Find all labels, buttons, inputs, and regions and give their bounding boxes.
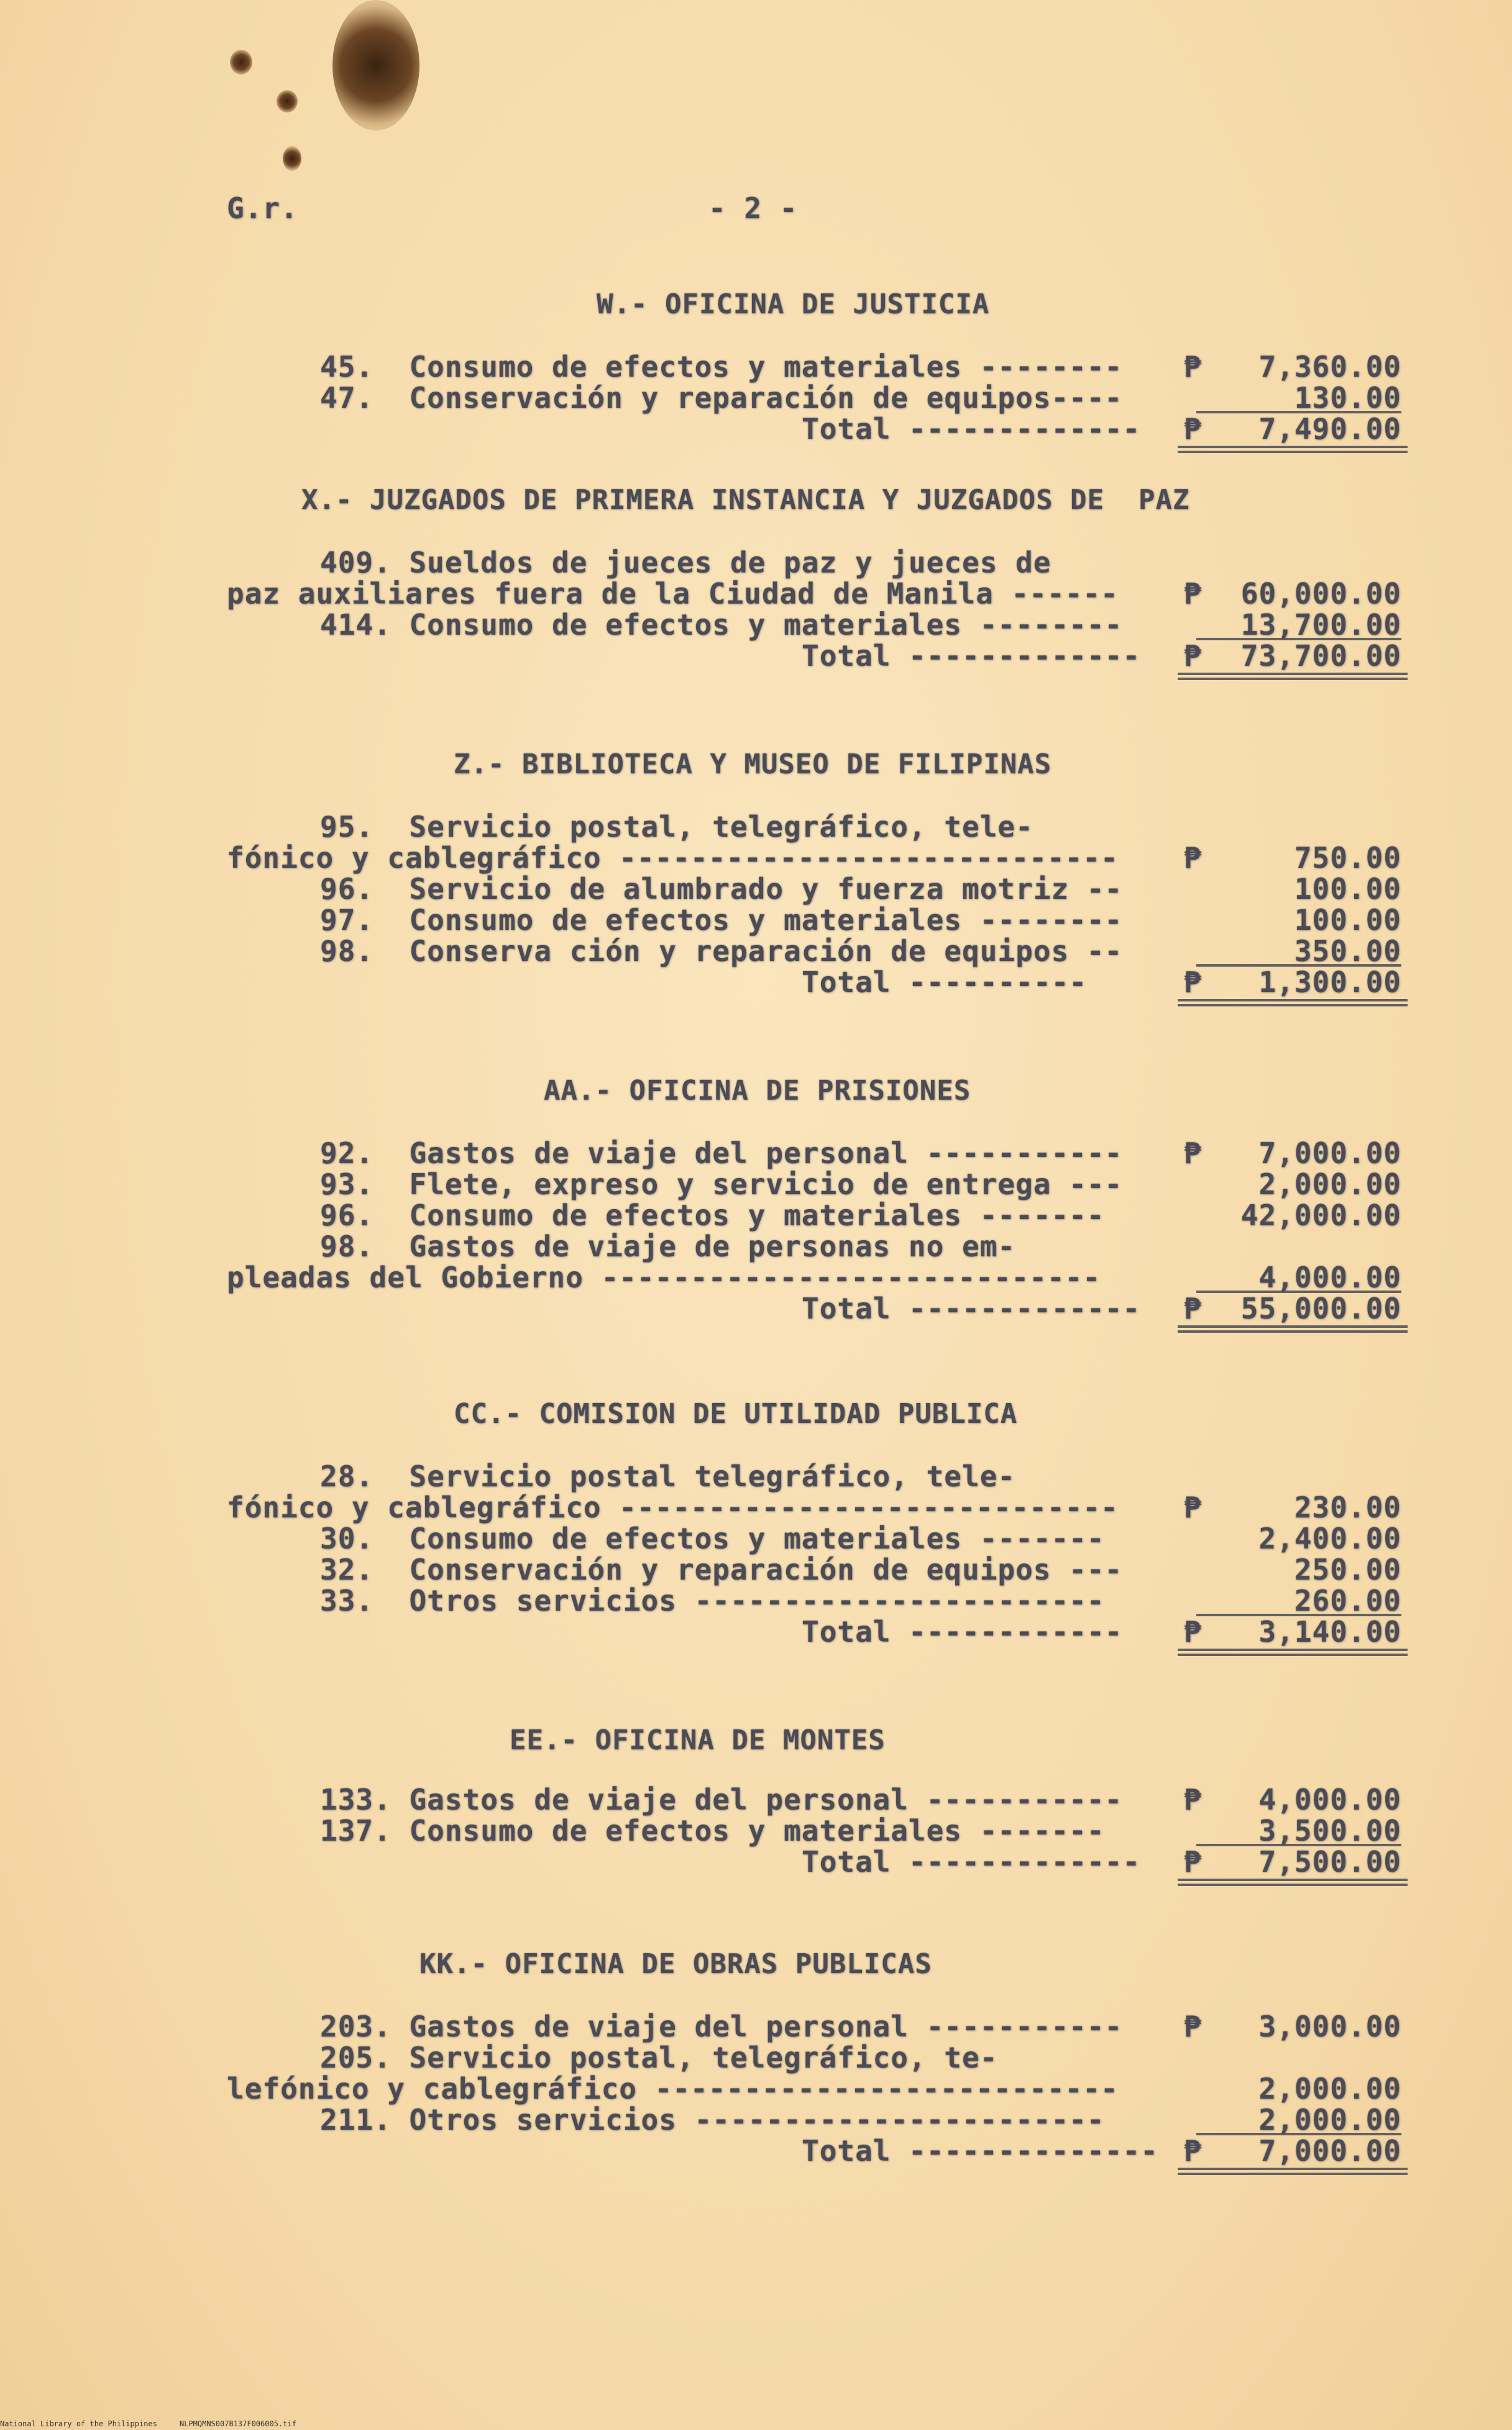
ink-stain <box>332 0 419 131</box>
line-item-text: 30. Consumo de efectos y materiales ------- <box>320 1522 1105 1555</box>
section-total: 3,140.00 <box>1258 1615 1401 1649</box>
line-item-amount: 4,000.00 <box>1258 1783 1401 1816</box>
line-item-text: 205. Servicio postal, telegráfico, te- <box>320 2041 998 2074</box>
total-peso-sign: ₱ <box>1184 2134 1202 2168</box>
peso-sign: ₱ <box>1184 577 1202 610</box>
peso-sign: ₱ <box>1184 350 1202 384</box>
line-item-text: 32. Conservación y reparación de equipos --- <box>320 1553 1123 1586</box>
section-heading: Z.- BIBLIOTECA Y MUSEO DE FILIPINAS <box>454 748 1052 780</box>
line-item-amount: 2,000.00 <box>1258 2103 1401 2137</box>
section-heading: EE.- OFICINA DE MONTES <box>510 1724 886 1756</box>
total-label: Total -------------- <box>802 2134 1158 2168</box>
line-item-text: 92. Gastos de viaje del personal ----------- <box>320 1136 1123 1170</box>
line-item-amount: 130.00 <box>1294 381 1401 415</box>
line-item-amount: 3,000.00 <box>1258 2010 1401 2043</box>
line-item-text: 203. Gastos de viaje del personal ----------- <box>320 2010 1123 2043</box>
line-item-amount: 2,000.00 <box>1258 2072 1401 2106</box>
total-peso-sign: ₱ <box>1184 965 1202 999</box>
line-item-text: 409. Sueldos de jueces de paz y jueces de <box>320 546 1052 579</box>
total-double-underline <box>1178 446 1408 448</box>
section-heading: CC.- COMISION DE UTILIDAD PUBLICA <box>454 1398 1018 1430</box>
total-peso-sign: ₱ <box>1184 1845 1202 1879</box>
line-item-amount: 13,700.00 <box>1240 608 1401 642</box>
line-item-amount: 60,000.00 <box>1240 577 1401 610</box>
line-item-text: 96. Consumo de efectos y materiales ------- <box>320 1199 1105 1232</box>
section-total: 7,500.00 <box>1258 1845 1401 1879</box>
ink-spot <box>277 90 298 113</box>
section-heading: KK.- OFICINA DE OBRAS PUBLICAS <box>419 1948 932 1980</box>
total-double-underline <box>1178 2168 1408 2170</box>
total-double-underline <box>1178 1884 1408 1886</box>
total-double-underline <box>1178 678 1408 680</box>
line-item-text: paz auxiliares fuera de la Ciudad de Manila ------ <box>227 577 1119 610</box>
line-item-amount: 260.00 <box>1294 1584 1401 1618</box>
total-label: Total ------------- <box>802 412 1141 446</box>
line-item-text: 45. Consumo de efectos y materiales -------- <box>320 350 1123 384</box>
total-double-underline <box>1178 451 1408 453</box>
line-item-amount: 750.00 <box>1294 841 1401 875</box>
total-double-underline <box>1178 1330 1408 1333</box>
peso-sign: ₱ <box>1184 2010 1202 2043</box>
section-total: 7,000.00 <box>1258 2134 1401 2168</box>
section-total: 55,000.00 <box>1240 1292 1401 1325</box>
line-item-text: 97. Consumo de efectos y materiales -------- <box>320 903 1123 937</box>
total-double-underline <box>1178 2173 1408 2175</box>
line-item-text: 98. Gastos de viaje de personas no em- <box>320 1230 1016 1263</box>
total-peso-sign: ₱ <box>1184 412 1202 446</box>
line-item-text: 133. Gastos de viaje del personal ----------- <box>320 1783 1123 1816</box>
total-peso-sign: ₱ <box>1184 639 1202 673</box>
line-item-amount: 100.00 <box>1294 903 1401 937</box>
total-label: Total ------------ <box>802 1615 1123 1649</box>
line-item-amount: 230.00 <box>1294 1491 1401 1524</box>
ink-spot <box>283 146 301 171</box>
total-double-underline <box>1178 1654 1408 1656</box>
line-item-text: lefónico y cablegráfico -------------------------- <box>227 2072 1119 2106</box>
total-peso-sign: ₱ <box>1184 1615 1202 1649</box>
line-item-text: 96. Servicio de alumbrado y fuerza motriz -- <box>320 872 1123 906</box>
section-heading: W.- OFICINA DE JUSTICIA <box>597 288 990 320</box>
peso-sign: ₱ <box>1184 841 1202 875</box>
ink-spot <box>230 50 252 75</box>
line-item-text: 28. Servicio postal telegráfico, tele- <box>320 1460 1016 1493</box>
total-label: Total ---------- <box>802 965 1088 999</box>
line-item-text: pleadas del Gobierno ---------------------------- <box>227 1261 1101 1294</box>
line-item-text: 211. Otros servicios ----------------------- <box>320 2103 1105 2137</box>
line-item-amount: 100.00 <box>1294 872 1401 906</box>
section-total: 1,300.00 <box>1258 965 1401 999</box>
line-item-amount: 350.00 <box>1294 934 1401 968</box>
line-item-amount: 2,400.00 <box>1258 1522 1401 1555</box>
line-item-amount: 42,000.00 <box>1240 1199 1401 1232</box>
line-item-text: 98. Conserva ción y reparación de equipos -- <box>320 934 1123 968</box>
line-item-amount: 7,360.00 <box>1258 350 1401 384</box>
line-item-text: 95. Servicio postal, telegráfico, tele- <box>320 810 1033 844</box>
total-peso-sign: ₱ <box>1184 1292 1202 1325</box>
total-label: Total ------------- <box>802 1845 1141 1879</box>
archive-footer: National Library of the Philippines NLPMQMNS007B137F006005.tif <box>0 2419 296 2428</box>
total-double-underline <box>1178 1004 1408 1006</box>
line-item-text: fónico y cablegráfico ---------------------------- <box>227 841 1119 875</box>
section-heading: X.- JUZGADOS DE PRIMERA INSTANCIA Y JUZGADOS DE PAZ <box>301 484 1190 516</box>
page-number: - 2 - <box>708 191 798 225</box>
total-double-underline <box>1178 1879 1408 1881</box>
total-double-underline <box>1178 673 1408 675</box>
line-item-amount: 250.00 <box>1294 1553 1401 1586</box>
total-label: Total ------------- <box>802 639 1141 673</box>
line-item-amount: 3,500.00 <box>1258 1814 1401 1848</box>
section-total: 73,700.00 <box>1240 639 1401 673</box>
total-double-underline <box>1178 999 1408 1001</box>
peso-sign: ₱ <box>1184 1783 1202 1816</box>
line-item-amount: 2,000.00 <box>1258 1167 1401 1201</box>
section-heading: AA.- OFICINA DE PRISIONES <box>544 1075 971 1107</box>
header-reference: G.r. <box>227 191 298 225</box>
total-double-underline <box>1178 1649 1408 1651</box>
line-item-text: fónico y cablegráfico ---------------------------- <box>227 1491 1119 1524</box>
total-label: Total ------------- <box>802 1292 1141 1325</box>
total-double-underline <box>1178 1325 1408 1328</box>
line-item-text: 137. Consumo de efectos y materiales ------- <box>320 1814 1105 1848</box>
line-item-text: 93. Flete, expreso y servicio de entrega --- <box>320 1167 1123 1201</box>
line-item-text: 33. Otros servicios ----------------------- <box>320 1584 1105 1618</box>
section-total: 7,490.00 <box>1258 412 1401 446</box>
line-item-text: 47. Conservación y reparación de equipos---- <box>320 381 1123 415</box>
line-item-text: 414. Consumo de efectos y materiales -------- <box>320 608 1123 642</box>
peso-sign: ₱ <box>1184 1136 1202 1170</box>
peso-sign: ₱ <box>1184 1491 1202 1524</box>
line-item-amount: 4,000.00 <box>1258 1261 1401 1294</box>
line-item-amount: 7,000.00 <box>1258 1136 1401 1170</box>
